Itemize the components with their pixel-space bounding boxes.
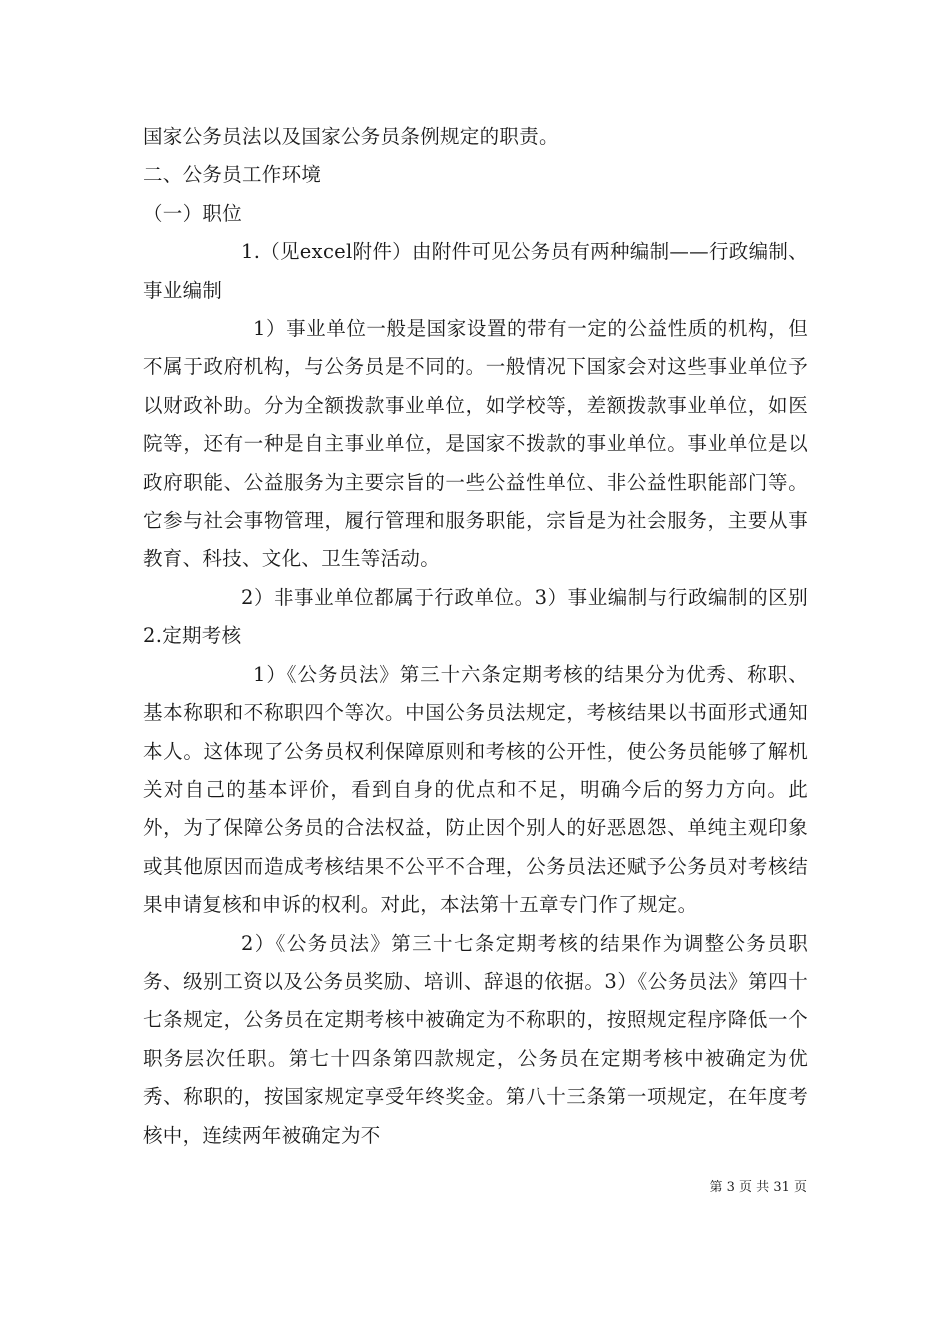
section-heading-work-environment: 二、公务员工作环境 [143,163,322,187]
paragraph-duties: 国家公务员法以及国家公务员条例规定的职责。 [143,125,559,148]
paragraph-assessment-basis: 2）《公务员法》第三十七条定期考核的结果作为调整公务员职务、级别工资以及公务员奖励、培训、辞退的依据。3）《公务员法》第四十七条规定，公务员在定期考核中被确定为不称职的，按照规定程序降低一个职务层次任职。第七十四条第四款规定，公务员在定期考核中被确定为优秀、称职的，按国家规定享受年终奖金。第八十三条第一项规定，在年度考核中，连续两年被确定为不 [143,931,808,1147]
subsection-heading-position: （一）职位 [143,201,243,225]
paragraph-staffing-types: 1.（见excel附件）由附件可见公务员有两种编制——行政编制、事业编制 [143,240,808,302]
paragraph-assessment-results: 1）《公务员法》第三十六条定期考核的结果分为优秀、称职、基本称职和不称职四个等次。中国公务员法规定，考核结果以书面形式通知本人。这体现了公务员权利保障原则和考核的公开性，使公务员能够了解机关对自己的基本评价，看到自身的优点和不足，明确今后的努力方向。此外，为了保障公务员的合法权益，防止因个别人的好恶恩怨、单纯主观印象或其他原因而造成考核结果不公平不合理，公务员法还赋予公务员对考核结果申请复核和申诉的权利。对此，本法第十五章专门作了规定。 [143,662,808,917]
paragraph-administrative-units: 2）非事业单位都属于行政单位。3）事业编制与行政编制的区别2.定期考核 [143,585,808,648]
page-number-footer: 第 3 页 共 31 页 [709,1180,807,1195]
document-body [143,118,808,1155]
paragraph-public-institutions: 1）事业单位一般是国家设置的带有一定的公益性质的机构，但不属于政府机构，与公务员是不同的。一般情况下国家会对这些事业单位予以财政补助。分为全额拨款事业单位，如学校等，差额拨款事业单位，如医院等，还有一种是自主事业单位，是国家不拨款的事业单位。事业单位是以政府职能、公益服务为主要宗旨的一些公益性单位、非公益性职能部门等。它参与社会事物管理，履行管理和服务职能，宗旨是为社会服务，主要从事教育、科技、文化、卫生等活动。 [143,317,808,571]
